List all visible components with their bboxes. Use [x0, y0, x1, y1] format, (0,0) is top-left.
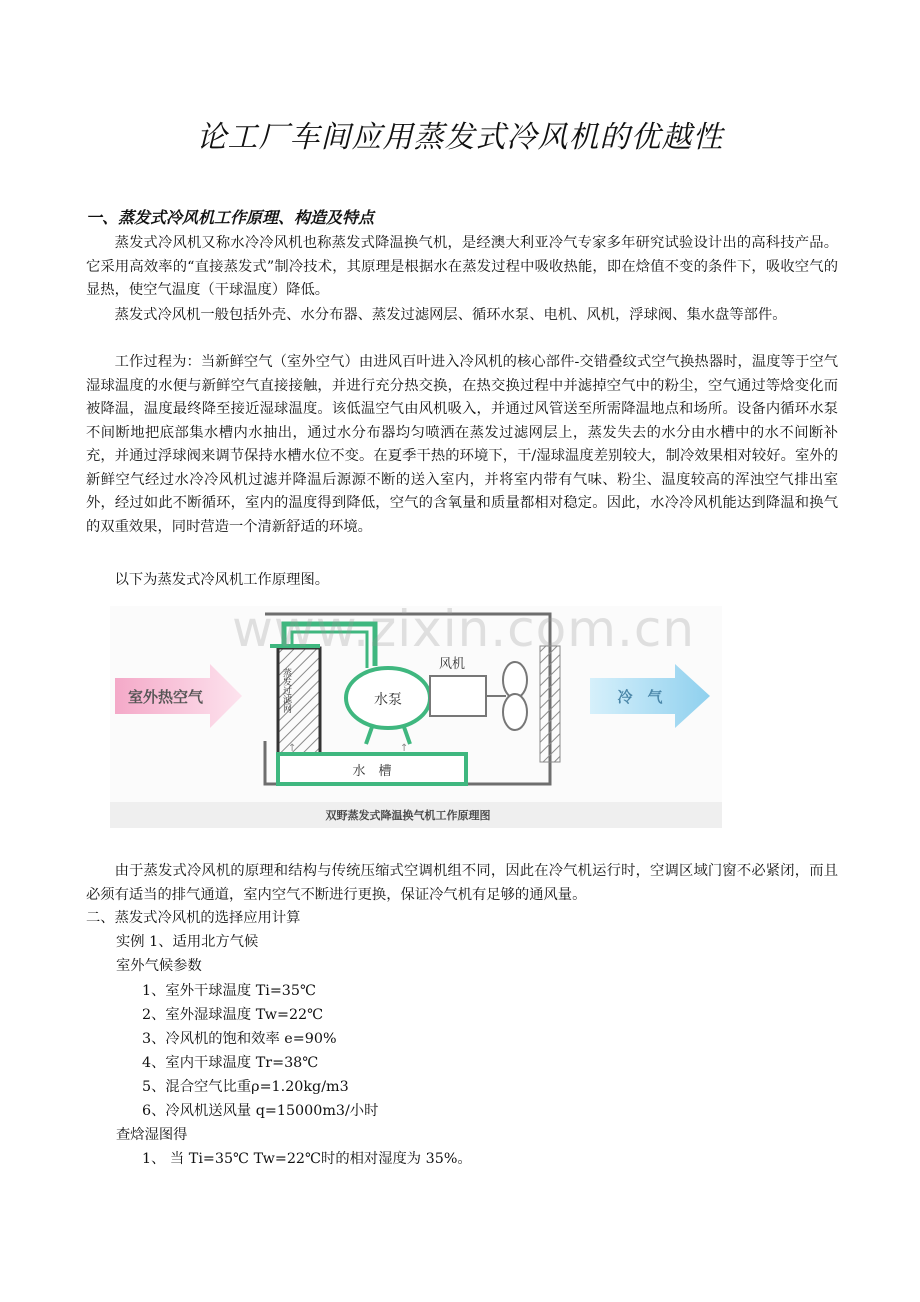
fan-blade-top	[503, 662, 527, 698]
param-item: 4、室内干球温度 Tr=38℃	[142, 1055, 319, 1071]
paragraph-after-figure: 由于蒸发式冷风机的原理和结构与传统压缩式空调机组不同，因此在冷气机运行时，空调区域门窗不必紧闭，而且必须有适当的排气通道，室内空气不断进行更换，保证冷气机有足够的通风量。	[86, 863, 838, 903]
param-item: 2、室外湿球温度 Tw=22℃	[142, 1007, 324, 1023]
paragraph-components: 蒸发式冷风机一般包括外壳、水分布器、蒸发过滤网层、循环水泵、电机、风机，浮球阀、集水盘等部件。	[114, 307, 787, 323]
tank-label: 水 槽	[352, 764, 392, 779]
section-heading-2: 二、蒸发式冷风机的选择应用计算	[86, 910, 301, 926]
outlet-louver	[540, 646, 560, 762]
param-item: 6、冷风机送风量 q=15000m3/小时	[142, 1103, 379, 1119]
watermark: www.zixin.com.cn	[232, 600, 696, 658]
param-item: 1、室外干球温度 Ti=35℃	[142, 983, 316, 999]
section-heading-1: 一、蒸发式冷风机工作原理、构造及特点	[86, 208, 375, 227]
drain-mark-right: ↑	[400, 743, 409, 754]
filter-label: 蒸发过滤网	[281, 668, 291, 713]
paragraph-working-process: 工作过程为：当新鲜空气（室外空气）由进风百叶进入冷风机的核心部件-交错叠纹式空气换热器时，温度等于空气湿球温度的水便与新鲜空气直接接触，并进行充分热交换，在热交换过程中并滤掉空气中的粉尘，空气通过等焓变化而被降温，温度最终降至接近湿球温度。该低温空气由风机吸入，并通过风管送至所需降温地点和场所。设备内循环水泵不间断地把底部集水槽内水抽出，通过水分布器均匀喷洒在蒸发过滤网层上，蒸发失去的水分由水槽中的水不间断补充，并通过浮球阀来调节保持水槽水位不变。在夏季干热的环境下，干/湿球温度差别较大，制冷效果相对较好。室外的新鲜空气经过水冷冷风机过滤并降温后源源不断的送入室内，并将室内带有气味、粉尘、温度较高的浑浊空气排出室外，经过如此不断循环，室内的温度得到降低，空气的含氧量和质量都相对稳定。因此，水冷冷风机能达到降温和换气的双重效果，同时营造一个清新舒适的环境。	[86, 354, 838, 535]
paragraph-principle: 蒸发式冷风机又称水冷冷风机也称蒸发式降温换气机，是经澳大利亚冷气专家多年研究试验设计出的高科技产品。它采用高效率的“直接蒸发式”制冷技术，其原理是根据水在蒸发过程中吸收热能，即在焓值不变的条件下，吸收空气的显热，使空气温度（干球温度）降低。	[86, 235, 838, 298]
fan-label: 风机	[438, 657, 466, 672]
param-item: 3、冷风机的饱和效率 e=90%	[142, 1031, 337, 1047]
fan-blade-bottom	[503, 694, 527, 730]
pump-label: 水泵	[374, 692, 402, 708]
outlet-label: 冷 气	[617, 689, 663, 706]
example-title: 实例 1、适用北方气候	[116, 934, 259, 950]
paragraph-diagram-intro: 以下为蒸发式冷风机工作原理图。	[114, 572, 330, 588]
document-title: 论工厂车间应用蒸发式冷风机的优越性	[196, 120, 724, 155]
param-item: 5、混合空气比重ρ=1.20kg/m3	[142, 1079, 349, 1095]
chart-lookup-label: 查焓湿图得	[116, 1127, 188, 1143]
inlet-label: 室外热空气	[128, 689, 204, 706]
diagram-caption: 双野蒸发式降温换气机工作原理图	[325, 809, 491, 822]
result-line: 1、 当 Ti=35℃ Tw=22℃时的相对湿度为 35%。	[142, 1151, 472, 1167]
outdoor-params-label: 室外气候参数	[116, 958, 202, 974]
fan-motor-box	[430, 676, 486, 716]
drain-mark-left: ↑	[288, 743, 297, 754]
